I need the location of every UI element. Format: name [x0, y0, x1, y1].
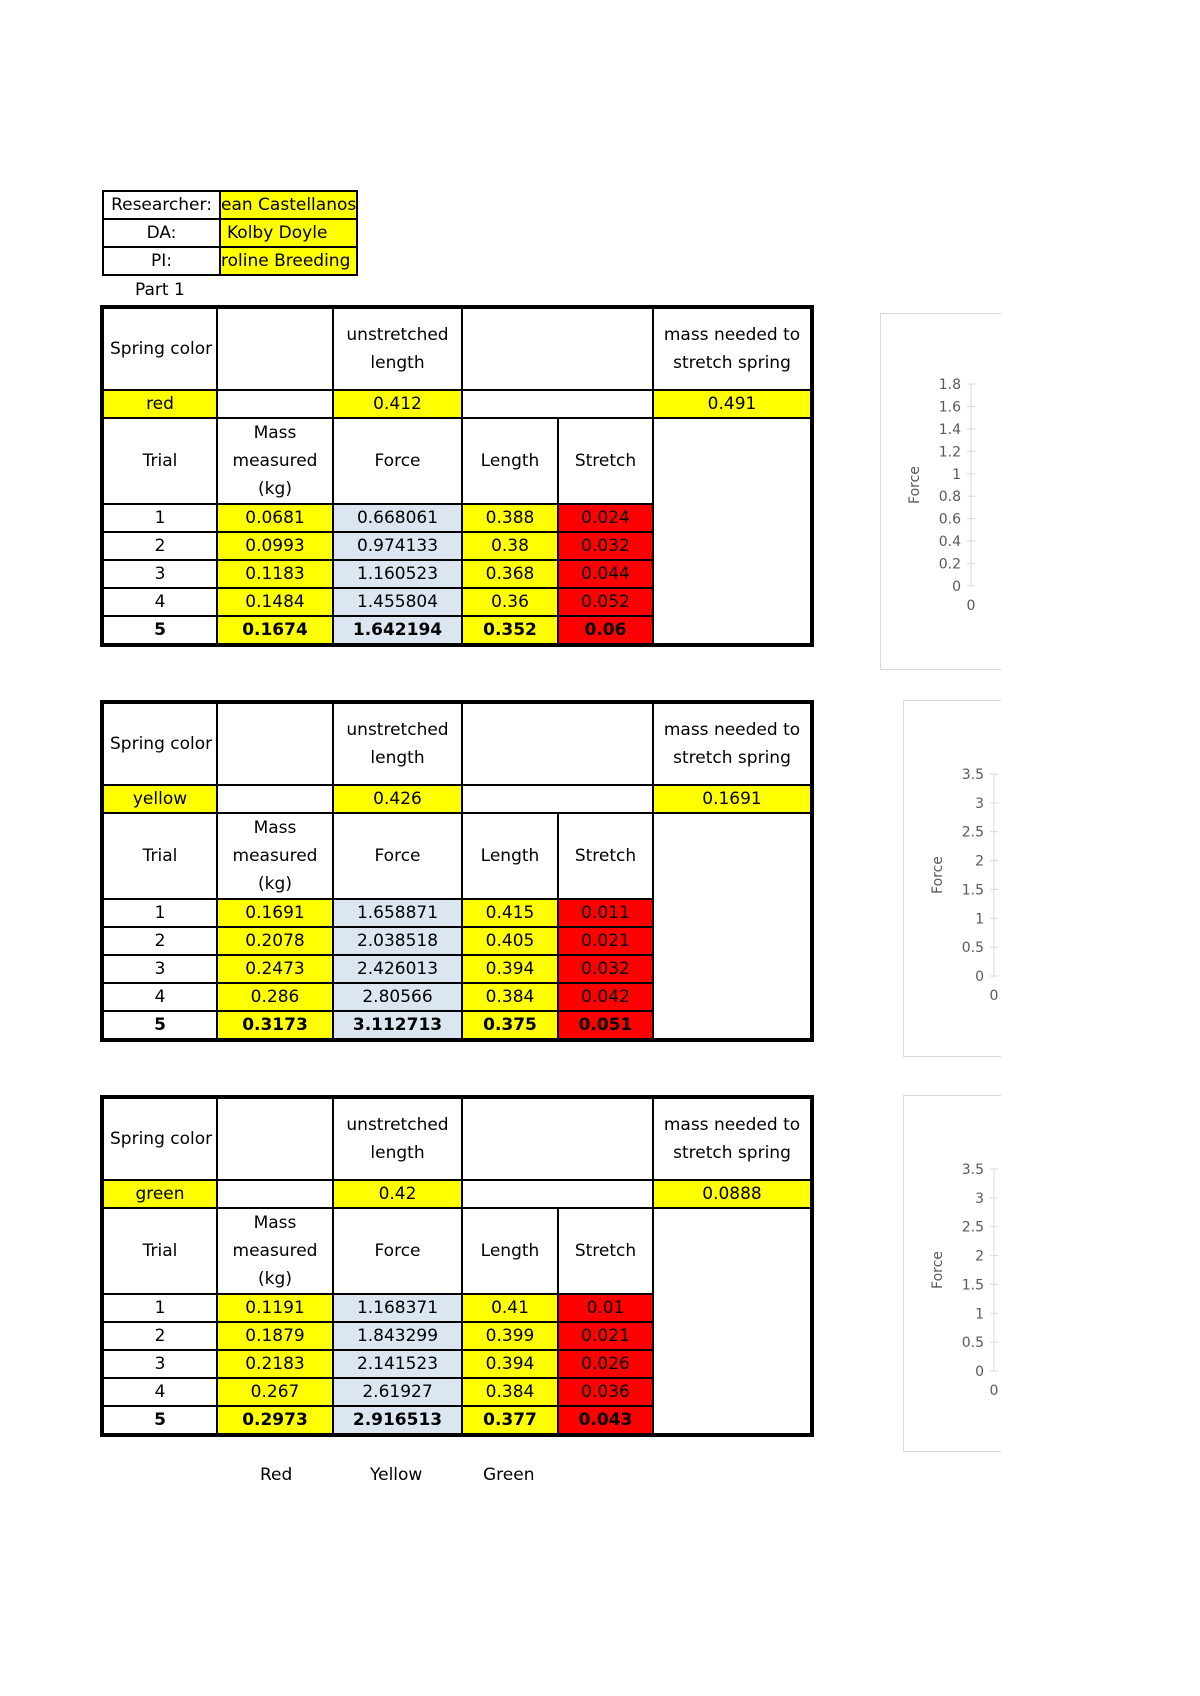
- empty-cell: [462, 1180, 653, 1208]
- force-cell[interactable]: 0.668061: [333, 504, 462, 532]
- mass-cell[interactable]: 0.1674: [217, 616, 333, 645]
- mass-measured-header: Mass measured (kg): [217, 1208, 333, 1294]
- stretch-cell[interactable]: 0.043: [558, 1406, 653, 1435]
- y-tick-label: 0.2: [938, 556, 961, 573]
- unstretched-length-value[interactable]: 0.426: [333, 785, 462, 813]
- mass-measured-header: Mass measured (kg): [217, 813, 333, 899]
- empty-cell: [462, 785, 653, 813]
- empty-cell: [217, 702, 333, 785]
- y-tick-label: 1: [952, 466, 961, 483]
- length-header: Length: [462, 813, 558, 899]
- mass-cell[interactable]: 0.267: [217, 1378, 333, 1406]
- y-tick-label: 0: [975, 969, 984, 985]
- y-tick-label: 1.4: [938, 421, 961, 438]
- force-cell[interactable]: 2.038518: [333, 927, 462, 955]
- force-cell[interactable]: 2.80566: [333, 983, 462, 1011]
- mass-needed-value[interactable]: 0.491: [653, 390, 812, 418]
- stretch-cell[interactable]: 0.01: [558, 1294, 653, 1322]
- mass-needed-header: mass needed to stretch spring: [653, 1097, 812, 1180]
- force-cell[interactable]: 1.160523: [333, 560, 462, 588]
- force-header: Force: [333, 418, 462, 504]
- length-cell[interactable]: 0.384: [462, 1378, 558, 1406]
- empty-cell: [217, 1180, 333, 1208]
- pi-value[interactable]: roline Breeding: [220, 247, 357, 275]
- part-label: Part 1: [135, 280, 185, 300]
- spring-table-red: [100, 305, 814, 647]
- force-cell[interactable]: 2.426013: [333, 955, 462, 983]
- force-cell[interactable]: 1.658871: [333, 899, 462, 927]
- mass-needed-value[interactable]: 0.0888: [653, 1180, 812, 1208]
- spring-color-header: Spring color: [102, 307, 217, 390]
- y-tick-label: 1.5: [961, 1277, 984, 1294]
- stretch-cell[interactable]: 0.032: [558, 532, 653, 560]
- da-label: DA:: [103, 219, 220, 247]
- y-axis-label: Force: [907, 466, 923, 504]
- stretch-header: Stretch: [558, 1208, 653, 1294]
- y-tick-label: 1.2: [938, 444, 961, 461]
- trial-cell[interactable]: 1: [102, 899, 217, 927]
- force-cell[interactable]: 2.916513: [333, 1406, 462, 1435]
- y-axis-label: Force: [930, 1251, 946, 1289]
- stretch-cell[interactable]: 0.036: [558, 1378, 653, 1406]
- length-cell[interactable]: 0.38: [462, 532, 558, 560]
- stretch-cell[interactable]: 0.042: [558, 983, 653, 1011]
- y-tick-label: 3.5: [961, 1162, 984, 1178]
- researcher-info: [102, 190, 358, 276]
- unstretched-header: unstretched length: [333, 307, 462, 390]
- mass-cell[interactable]: 0.0681: [217, 504, 333, 532]
- mass-cell[interactable]: 0.0993: [217, 532, 333, 560]
- length-cell[interactable]: 0.377: [462, 1406, 558, 1435]
- researcher-value[interactable]: ean Castellanos: [220, 191, 357, 219]
- mass-cell[interactable]: 0.1191: [217, 1294, 333, 1322]
- empty-cell: [217, 785, 333, 813]
- trial-cell[interactable]: 2: [102, 532, 217, 560]
- trial-cell[interactable]: 2: [102, 1322, 217, 1350]
- force-cell[interactable]: 1.843299: [333, 1322, 462, 1350]
- y-tick-label: 0.6: [938, 511, 961, 528]
- empty-cell: [653, 813, 812, 1040]
- spring-table-green: [100, 1095, 814, 1437]
- mass-cell[interactable]: 0.3173: [217, 1011, 333, 1040]
- stretch-cell[interactable]: 0.021: [558, 1322, 653, 1350]
- length-cell[interactable]: 0.399: [462, 1322, 558, 1350]
- spring-color-value[interactable]: red: [102, 390, 217, 418]
- y-tick-label: 0.8: [938, 489, 961, 506]
- trial-cell[interactable]: 1: [102, 1294, 217, 1322]
- empty-cell: [217, 390, 333, 418]
- force-header: Force: [333, 1208, 462, 1294]
- empty-cell: [653, 418, 812, 645]
- trial-cell[interactable]: 3: [102, 955, 217, 983]
- y-tick-label: 0.5: [961, 1335, 984, 1352]
- stretch-cell[interactable]: 0.024: [558, 504, 653, 532]
- length-header: Length: [462, 418, 558, 504]
- length-cell[interactable]: 0.384: [462, 983, 558, 1011]
- trial-cell[interactable]: 5: [102, 616, 217, 645]
- trial-cell[interactable]: 5: [102, 1406, 217, 1435]
- length-cell[interactable]: 0.415: [462, 899, 558, 927]
- trial-cell[interactable]: 3: [102, 560, 217, 588]
- force-cell[interactable]: 2.61927: [333, 1378, 462, 1406]
- mass-needed-value[interactable]: 0.1691: [653, 785, 812, 813]
- mass-cell[interactable]: 0.1484: [217, 588, 333, 616]
- length-cell[interactable]: 0.352: [462, 616, 558, 645]
- mass-needed-header: mass needed to stretch spring: [653, 702, 812, 785]
- stretch-cell[interactable]: 0.032: [558, 955, 653, 983]
- da-value[interactable]: Kolby Doyle: [220, 219, 357, 247]
- force-chart-yellow[interactable]: [903, 700, 1001, 1057]
- stretch-cell[interactable]: 0.052: [558, 588, 653, 616]
- mass-cell[interactable]: 0.1879: [217, 1322, 333, 1350]
- y-tick-label: 1.8: [938, 377, 961, 393]
- empty-cell: [462, 390, 653, 418]
- trial-cell[interactable]: 4: [102, 1378, 217, 1406]
- force-chart-red[interactable]: [880, 313, 1001, 670]
- y-tick-label: 3: [975, 795, 984, 812]
- spring-color-value[interactable]: yellow: [102, 785, 217, 813]
- force-cell[interactable]: 2.141523: [333, 1350, 462, 1378]
- y-tick-label: 3.5: [961, 767, 984, 783]
- trial-header: Trial: [102, 813, 217, 899]
- length-cell[interactable]: 0.36: [462, 588, 558, 616]
- empty-cell: [462, 702, 653, 785]
- force-cell[interactable]: 0.974133: [333, 532, 462, 560]
- mass-cell[interactable]: 0.1183: [217, 560, 333, 588]
- y-tick-label: 1.5: [961, 882, 984, 899]
- chart-svg: [904, 1096, 1001, 1451]
- empty-cell: [462, 307, 653, 390]
- mass-cell[interactable]: 0.2473: [217, 955, 333, 983]
- length-cell[interactable]: 0.405: [462, 927, 558, 955]
- x-tick-label: 0: [989, 1383, 999, 1399]
- pi-label: PI:: [103, 247, 220, 275]
- x-tick-label: 0: [966, 598, 976, 614]
- spring-color-header: Spring color: [102, 1097, 217, 1180]
- y-axis-label: Force: [930, 856, 946, 894]
- trial-cell[interactable]: 5: [102, 1011, 217, 1040]
- mass-cell[interactable]: 0.1691: [217, 899, 333, 927]
- force-cell[interactable]: 1.168371: [333, 1294, 462, 1322]
- unstretched-length-value[interactable]: 0.42: [333, 1180, 462, 1208]
- force-chart-green[interactable]: [903, 1095, 1001, 1452]
- x-tick-label: 0: [989, 988, 999, 1004]
- trial-cell[interactable]: 3: [102, 1350, 217, 1378]
- spring-color-header: Spring color: [102, 702, 217, 785]
- mass-cell[interactable]: 0.2078: [217, 927, 333, 955]
- length-cell[interactable]: 0.388: [462, 504, 558, 532]
- y-tick-label: 0.5: [961, 940, 984, 957]
- trial-cell[interactable]: 4: [102, 983, 217, 1011]
- y-tick-label: 2.5: [961, 1219, 984, 1236]
- length-cell[interactable]: 0.368: [462, 560, 558, 588]
- length-header: Length: [462, 1208, 558, 1294]
- researcher-label: Researcher:: [103, 191, 220, 219]
- empty-cell: [653, 1208, 812, 1435]
- legend-label-yellow: Yellow: [370, 1465, 423, 1485]
- force-cell[interactable]: 1.455804: [333, 588, 462, 616]
- empty-cell: [217, 307, 333, 390]
- stretch-cell[interactable]: 0.026: [558, 1350, 653, 1378]
- spring-table-yellow: [100, 700, 814, 1042]
- legend-label-red: Red: [260, 1465, 293, 1485]
- mass-cell[interactable]: 0.2973: [217, 1406, 333, 1435]
- trial-cell[interactable]: 2: [102, 927, 217, 955]
- mass-needed-header: mass needed to stretch spring: [653, 307, 812, 390]
- unstretched-header: unstretched length: [333, 1097, 462, 1180]
- chart-svg: [881, 314, 1001, 669]
- y-tick-label: 2.5: [961, 824, 984, 841]
- unstretched-header: unstretched length: [333, 702, 462, 785]
- mass-cell[interactable]: 0.286: [217, 983, 333, 1011]
- length-cell[interactable]: 0.394: [462, 955, 558, 983]
- force-header: Force: [333, 813, 462, 899]
- spring-color-value[interactable]: green: [102, 1180, 217, 1208]
- y-tick-label: 2: [975, 853, 984, 870]
- stretch-cell[interactable]: 0.06: [558, 616, 653, 645]
- stretch-cell[interactable]: 0.021: [558, 927, 653, 955]
- empty-cell: [217, 1097, 333, 1180]
- y-tick-label: 0: [952, 579, 961, 595]
- length-cell[interactable]: 0.394: [462, 1350, 558, 1378]
- unstretched-length-value[interactable]: 0.412: [333, 390, 462, 418]
- y-tick-label: 0.4: [938, 534, 961, 551]
- y-tick-label: 1: [975, 1306, 984, 1323]
- force-cell[interactable]: 3.112713: [333, 1011, 462, 1040]
- mass-measured-header: Mass measured (kg): [217, 418, 333, 504]
- empty-cell: [462, 1097, 653, 1180]
- y-tick-label: 1.6: [938, 399, 961, 416]
- stretch-cell[interactable]: 0.011: [558, 899, 653, 927]
- force-cell[interactable]: 1.642194: [333, 616, 462, 645]
- chart-svg: [904, 701, 1001, 1056]
- length-cell[interactable]: 0.41: [462, 1294, 558, 1322]
- y-tick-label: 2: [975, 1248, 984, 1265]
- trial-header: Trial: [102, 1208, 217, 1294]
- length-cell[interactable]: 0.375: [462, 1011, 558, 1040]
- trial-header: Trial: [102, 418, 217, 504]
- legend-label-green: Green: [483, 1465, 535, 1485]
- y-tick-label: 0: [975, 1364, 984, 1380]
- trial-cell[interactable]: 1: [102, 504, 217, 532]
- stretch-header: Stretch: [558, 813, 653, 899]
- stretch-cell[interactable]: 0.051: [558, 1011, 653, 1040]
- stretch-header: Stretch: [558, 418, 653, 504]
- y-tick-label: 3: [975, 1190, 984, 1207]
- mass-cell[interactable]: 0.2183: [217, 1350, 333, 1378]
- trial-cell[interactable]: 4: [102, 588, 217, 616]
- stretch-cell[interactable]: 0.044: [558, 560, 653, 588]
- y-tick-label: 1: [975, 911, 984, 928]
